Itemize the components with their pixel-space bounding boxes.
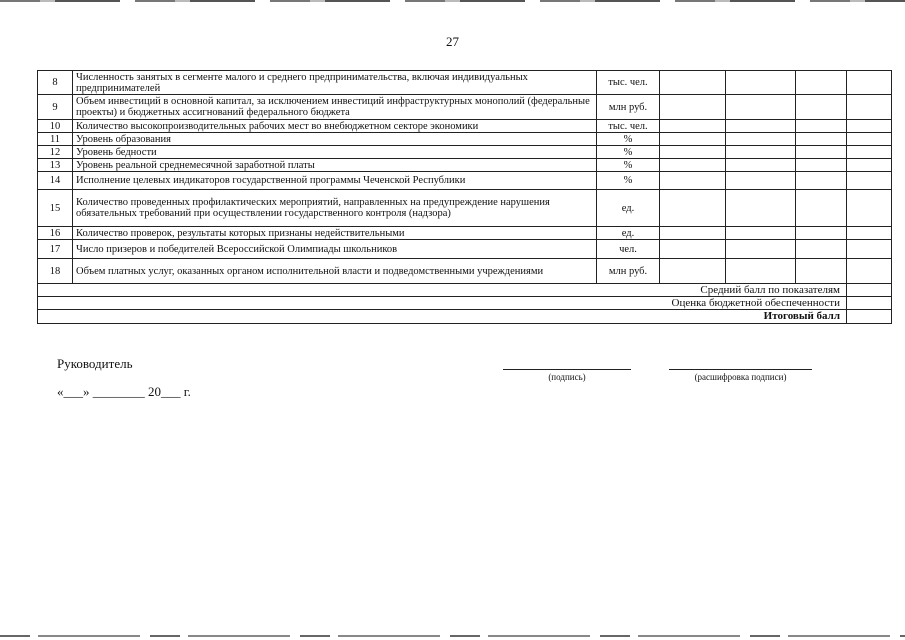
value-cell: [660, 95, 726, 120]
value-cell: [726, 259, 796, 284]
value-cell: [660, 172, 726, 190]
value-cell: [847, 172, 892, 190]
unit-of-measure: %: [597, 172, 660, 190]
table-row: [38, 71, 892, 95]
value-cell: [796, 190, 847, 227]
value-cell: [726, 190, 796, 227]
value-cell: [660, 227, 726, 240]
avg-score-label: Средний балл по показателям: [38, 284, 847, 297]
indicator-name: Уровень реальной среднемесячной заработной платы: [73, 159, 597, 172]
value-cell: [660, 146, 726, 159]
head-label: Руководитель: [57, 356, 133, 371]
value-cell: [796, 172, 847, 190]
unit-of-measure: млн руб.: [597, 95, 660, 120]
unit-of-measure: чел.: [597, 240, 660, 259]
value-cell: [796, 146, 847, 159]
scan-edge-bottom: [0, 635, 905, 637]
value-cell: [660, 71, 726, 95]
unit-of-measure: %: [597, 159, 660, 172]
row-number: 18: [38, 259, 73, 284]
indicators-table-footer: [38, 284, 892, 324]
total-score-label: Итоговый балл: [38, 310, 847, 324]
budget-assessment-row: [38, 297, 892, 310]
row-number: 8: [38, 71, 73, 95]
indicator-name: Объем инвестиций в основной капитал, за исключением инвестиций инфраструктурных монополий (федеральные проекты) и бюджетных ассигнований федерального бюджета: [73, 95, 597, 120]
indicator-name: Объем платных услуг, оказанных органом исполнительной власти и подведомственными учреждениями: [73, 259, 597, 284]
value-cell: [726, 240, 796, 259]
table-row: [38, 172, 892, 190]
value-cell: [796, 240, 847, 259]
table-row: [38, 120, 892, 133]
avg-score-row: [38, 284, 892, 297]
indicator-name: Количество проверок, результаты которых признаны недействительными: [73, 227, 597, 240]
table-row: [38, 190, 892, 227]
indicators-table: [37, 70, 892, 324]
row-number: 9: [38, 95, 73, 120]
row-number: 16: [38, 227, 73, 240]
value-cell: [660, 120, 726, 133]
value-cell: [847, 190, 892, 227]
value-cell: [726, 71, 796, 95]
value-cell: [796, 120, 847, 133]
scan-edge-top: [0, 0, 905, 2]
value-cell: [847, 227, 892, 240]
row-number: 12: [38, 146, 73, 159]
row-number: 10: [38, 120, 73, 133]
value-cell: [660, 190, 726, 227]
table-row: [38, 95, 892, 120]
value-cell: [796, 95, 847, 120]
value-cell: [726, 120, 796, 133]
value-cell: [796, 227, 847, 240]
value-cell: [660, 259, 726, 284]
value-cell: [847, 259, 892, 284]
row-number: 17: [38, 240, 73, 259]
row-number: 11: [38, 133, 73, 146]
unit-of-measure: %: [597, 146, 660, 159]
decoding-caption: (расшифровка подписи): [694, 372, 787, 382]
value-cell: [847, 95, 892, 120]
value-cell: [660, 159, 726, 172]
budget-assessment-value: [847, 297, 892, 310]
indicator-name: Уровень образования: [73, 133, 597, 146]
total-score-row: [38, 310, 892, 324]
row-number: 13: [38, 159, 73, 172]
unit-of-measure: тыс. чел.: [597, 120, 660, 133]
indicator-name: Уровень бедности: [73, 146, 597, 159]
value-cell: [796, 71, 847, 95]
value-cell: [796, 159, 847, 172]
table-row: [38, 133, 892, 146]
table-row: [38, 227, 892, 240]
row-number: 15: [38, 190, 73, 227]
table-row: [38, 146, 892, 159]
value-cell: [660, 240, 726, 259]
value-cell: [660, 133, 726, 146]
unit-of-measure: %: [597, 133, 660, 146]
unit-of-measure: тыс. чел.: [597, 71, 660, 95]
value-cell: [847, 71, 892, 95]
table-row: [38, 240, 892, 259]
total-score-value: [847, 310, 892, 324]
signature-line: [503, 369, 631, 370]
value-cell: [726, 159, 796, 172]
avg-score-value: [847, 284, 892, 297]
indicator-name: Количество высокопроизводительных рабочих мест во внебюджетном секторе экономики: [73, 120, 597, 133]
indicator-name: Исполнение целевых индикаторов государственной программы Чеченской Республики: [73, 172, 597, 190]
page-number: 27: [446, 34, 459, 49]
budget-assessment-label: Оценка бюджетной обеспеченности: [38, 297, 847, 310]
decoding-line: [669, 369, 812, 370]
table-row: [38, 159, 892, 172]
unit-of-measure: млн руб.: [597, 259, 660, 284]
unit-of-measure: ед.: [597, 227, 660, 240]
indicator-name: Численность занятых в сегменте малого и среднего предпринимательства, включая индивидуальных предпринимателей: [73, 71, 597, 95]
value-cell: [847, 146, 892, 159]
value-cell: [726, 133, 796, 146]
indicator-name: Число призеров и победителей Всероссийской Олимпиады школьников: [73, 240, 597, 259]
row-number: 14: [38, 172, 73, 190]
value-cell: [847, 159, 892, 172]
value-cell: [726, 95, 796, 120]
value-cell: [796, 133, 847, 146]
value-cell: [847, 240, 892, 259]
date-line: «___» ________ 20___ г.: [57, 384, 191, 399]
indicator-name: Количество проведенных профилактических мероприятий, направленных на предупреждение нарушения обязательных требований при осуществлении государственного контроля (надзора): [73, 190, 597, 227]
value-cell: [847, 133, 892, 146]
value-cell: [726, 146, 796, 159]
unit-of-measure: ед.: [597, 190, 660, 227]
value-cell: [796, 259, 847, 284]
table-row: [38, 259, 892, 284]
indicators-table-body: [38, 71, 892, 284]
value-cell: [726, 172, 796, 190]
value-cell: [847, 120, 892, 133]
signature-caption: (подпись): [548, 372, 586, 382]
value-cell: [726, 227, 796, 240]
